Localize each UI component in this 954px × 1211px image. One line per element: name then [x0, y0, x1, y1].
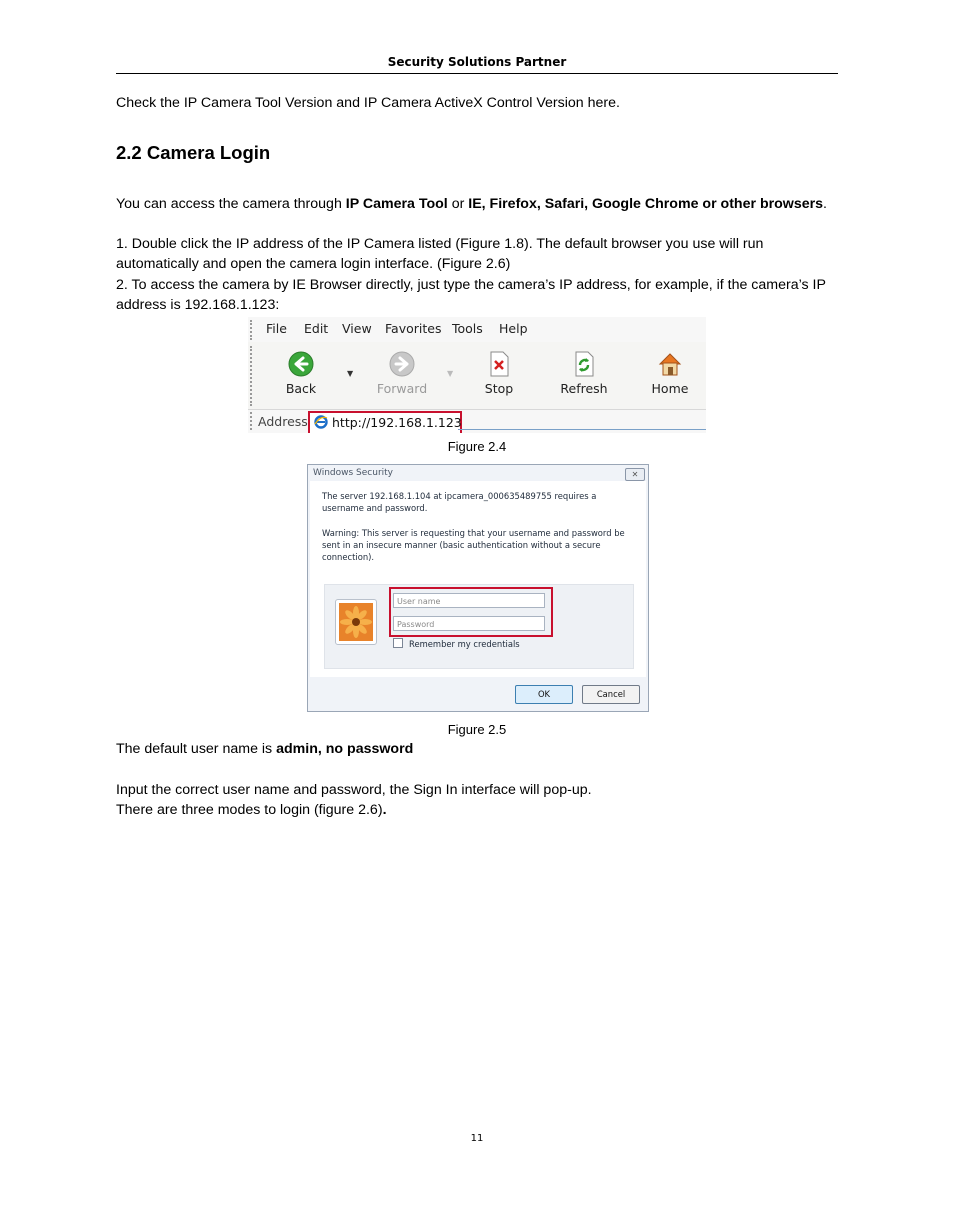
forward-label: Forward	[376, 381, 428, 396]
windows-security-dialog	[307, 464, 649, 712]
step-2-paragraph: 2. To access the camera by IE Browser directly, just type the camera’s IP address, for example, if the camera’s IP address is 192.168.1.123:	[116, 277, 826, 314]
menu-view[interactable]: View	[342, 321, 372, 336]
menu-bar	[248, 317, 706, 342]
sign-in-paragraph: Input the correct user name and password, the Sign In interface will pop-up.	[116, 782, 592, 798]
access-text-1: You can access the camera through	[116, 196, 346, 212]
ok-button[interactable]: OK	[515, 685, 573, 704]
flower-avatar-icon	[339, 603, 373, 641]
login-modes-paragraph	[116, 800, 840, 820]
header-rule	[116, 73, 838, 74]
username-field[interactable]: User name	[393, 593, 545, 608]
cancel-button[interactable]: Cancel	[582, 685, 640, 704]
home-icon	[657, 351, 683, 377]
remember-label: Remember my credentials	[409, 639, 520, 649]
address-grip	[250, 412, 254, 430]
menu-grip	[250, 320, 254, 340]
access-bold-2: IE, Firefox, Safari, Google Chrome or other browsers	[468, 196, 824, 212]
stop-button[interactable]	[469, 351, 529, 396]
remember-checkbox[interactable]	[393, 638, 403, 648]
ie-toolbar-figure	[248, 317, 706, 433]
menu-edit[interactable]: Edit	[304, 321, 329, 336]
dialog-title: Windows Security	[313, 468, 393, 478]
address-input-highlight[interactable]	[308, 411, 462, 433]
home-label: Home	[651, 381, 689, 396]
user-avatar	[335, 599, 377, 645]
login-modes-period: .	[382, 802, 387, 818]
ie-logo-icon	[314, 415, 328, 429]
access-text-3: .	[823, 196, 827, 212]
refresh-label: Refresh	[560, 381, 608, 396]
stop-label: Stop	[484, 381, 514, 396]
menu-file[interactable]: File	[266, 321, 287, 336]
section-heading: 2.2 Camera Login	[116, 142, 271, 163]
toolbar-grip	[250, 346, 254, 406]
back-label: Back	[285, 381, 317, 396]
forward-dropdown-icon[interactable]: ▼	[447, 369, 454, 378]
address-field-line	[458, 429, 706, 430]
back-button[interactable]	[271, 351, 331, 396]
close-icon[interactable]: ✕	[625, 468, 645, 481]
page-number: 11	[470, 1133, 484, 1144]
login-modes-text: There are three modes to login (figure 2.6)	[116, 802, 383, 818]
dialog-warning: Warning: This server is requesting that your username and password be sent in an insecure manner (basic authentication without a secure connection).	[322, 528, 625, 562]
dialog-body	[310, 481, 646, 677]
dialog-message: The server 192.168.1.104 at ipcamera_000635489755 requires a username and password.	[322, 491, 597, 513]
address-url: http://192.168.1.123	[332, 415, 462, 430]
default-login-credentials: admin, no password	[276, 741, 414, 757]
menu-tools[interactable]: Tools	[452, 321, 483, 336]
stop-icon	[486, 351, 512, 377]
forward-arrow-icon	[389, 351, 415, 377]
address-label: Address	[258, 414, 308, 429]
refresh-button[interactable]	[554, 351, 614, 396]
default-login-paragraph	[116, 739, 840, 759]
access-paragraph	[116, 194, 840, 214]
back-dropdown-icon[interactable]: ▼	[347, 369, 354, 378]
figure-2-4-caption: Figure 2.4	[447, 439, 507, 454]
menu-favorites[interactable]: Favorites	[385, 321, 442, 336]
credentials-panel	[324, 584, 634, 669]
password-field[interactable]: Password	[393, 616, 545, 631]
page-header: Security Solutions Partner	[387, 55, 567, 69]
browser-toolbar	[248, 342, 706, 409]
home-button[interactable]	[640, 351, 700, 396]
step-1-paragraph: 1. Double click the IP address of the IP Camera listed (Figure 1.8). The default browser you use will run automatically and open the camera login interface. (Figure 2.6)	[116, 236, 764, 273]
access-text-2: or	[447, 196, 469, 212]
forward-button[interactable]	[372, 351, 432, 396]
menu-help[interactable]: Help	[499, 321, 528, 336]
remember-credentials[interactable]	[393, 638, 520, 649]
address-bar	[248, 409, 706, 433]
intro-paragraph: Check the IP Camera Tool Version and IP Camera ActiveX Control Version here.	[116, 95, 620, 111]
back-arrow-icon	[288, 351, 314, 377]
figure-2-5-caption: Figure 2.5	[447, 722, 507, 737]
refresh-icon	[571, 351, 597, 377]
access-bold-1: IP Camera Tool	[345, 196, 448, 212]
default-login-text: The default user name is	[116, 741, 277, 757]
